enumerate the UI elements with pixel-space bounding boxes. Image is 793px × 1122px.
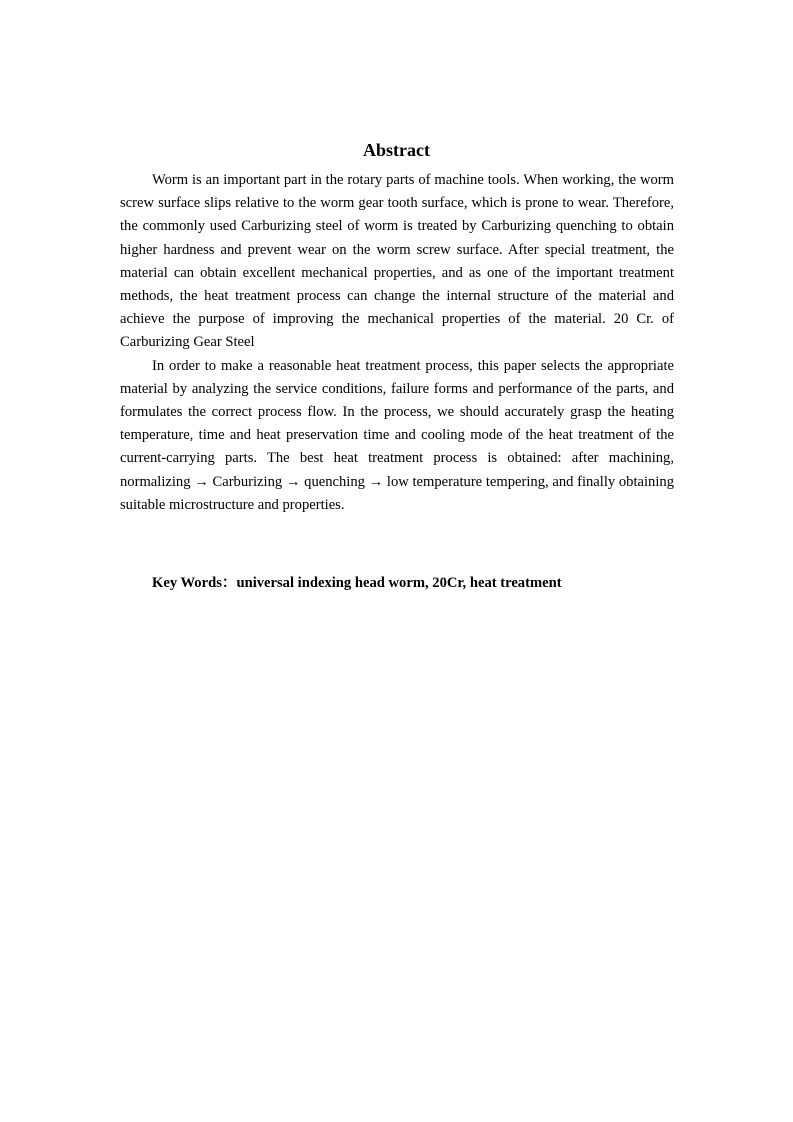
keywords-label: Key Words： [152,575,237,591]
abstract-paragraph-2: In order to make a reasonable heat treatment process, this paper selects the appropriate material by analyzing the service conditions, failure forms and performance of the parts, and formulates the correct process flow. In the process, we should accurately grasp the heating temperature, time and heat preservation time and cooling mode of the heat treatment of the current-carrying parts. The best heat treatment process is obtained: after machining, normalizing → Carburizing → quenching → low temperature tempering, and finally obtaining suitable microstructure and properties. [120,357,674,513]
abstract-body [120,169,674,517]
keywords-value: universal indexing head worm, 20Cr, heat treatment [236,575,562,591]
abstract-title: Abstract [363,140,430,160]
keywords-line [152,573,562,593]
abstract-paragraph-1: Worm is an important part in the rotary parts of machine tools. When working, the worm screw surface slips relative to the worm gear tooth surface, which is prone to wear. Therefore, the commonly used Carburizing steel of worm is treated by Carburizing quenching to obtain higher hardness and prevent wear on the worm screw surface. After special treatment, the material can obtain excellent mechanical properties, and as one of the important treatment methods, the heat treatment process can change the internal structure of the material and achieve the purpose of improving the mechanical properties of the material. 20 Cr. of Carburizing Gear Steel [120,172,674,351]
